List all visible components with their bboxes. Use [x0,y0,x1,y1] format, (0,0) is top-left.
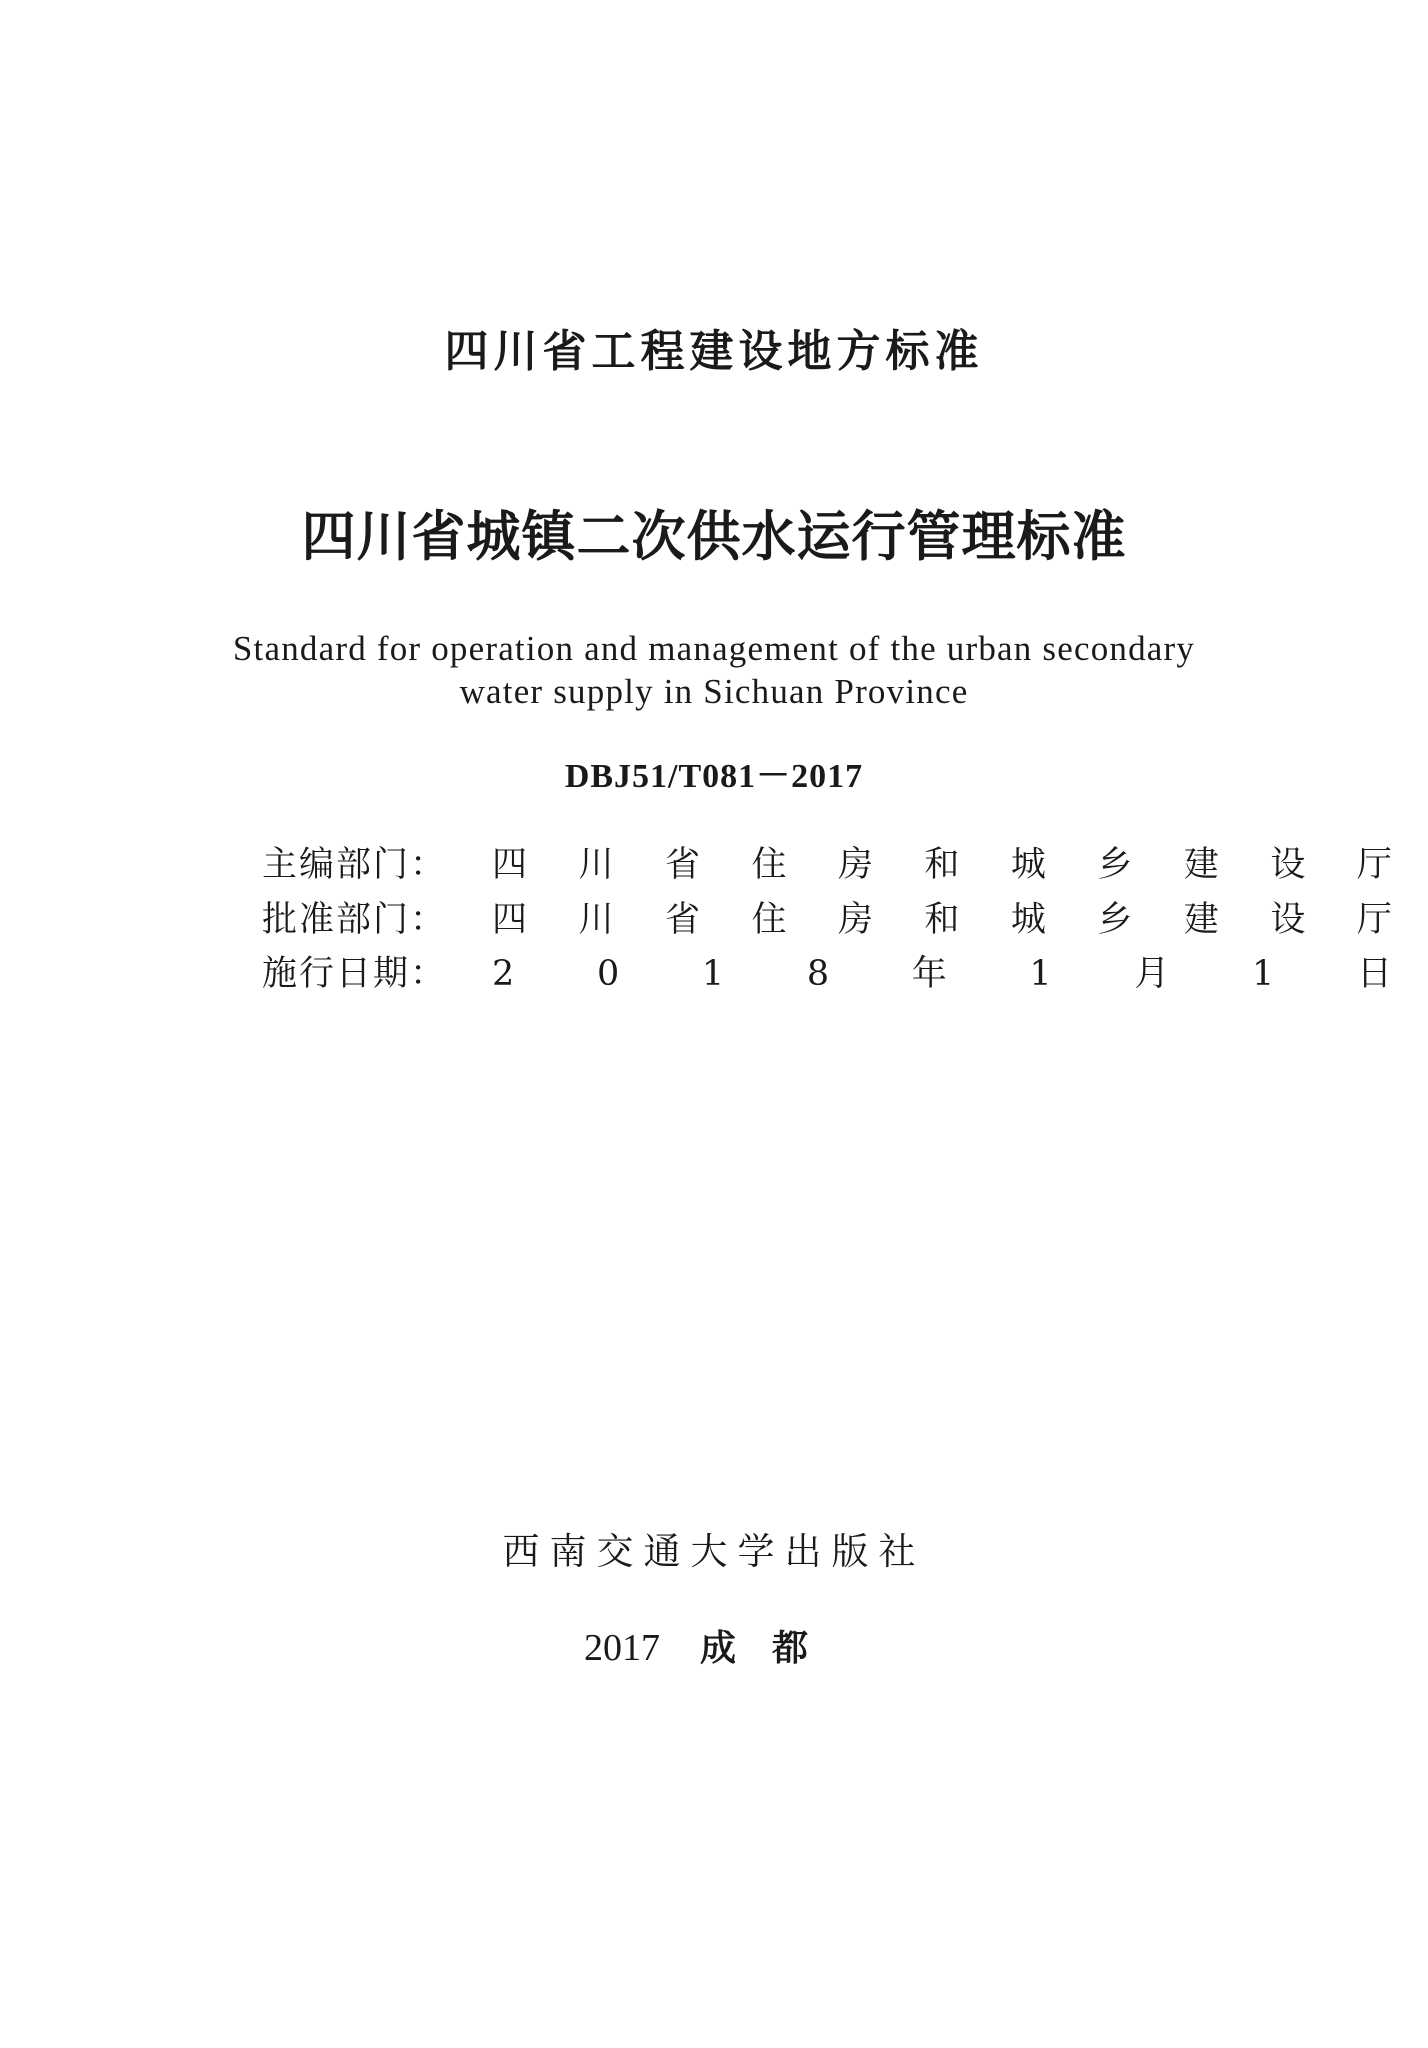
editor-row [262,838,1392,892]
date-char: 1 [1029,954,1052,994]
date-char: 1 [701,954,725,994]
effective-date-value [492,947,1392,1001]
publication-year-city [0,1622,1428,1675]
effective-date-label: 施行日期： [262,954,448,994]
approver-char: 住 [751,900,787,940]
editor-char: 城 [1010,845,1046,885]
english-title-line-2: water supply in Sichuan Province [459,672,969,711]
editor-char: 省 [664,845,700,885]
series-title: 四川省工程建设地方标准 [444,326,984,377]
editor-char: 四 [492,845,528,885]
approver-value [492,893,1392,947]
editor-char: 乡 [1097,845,1133,885]
english-title-line-1: Standard for operation and management of the urban secondary [232,629,1196,668]
approver-char: 建 [1183,900,1219,940]
standard-code: DBJ51/T081－2017 [564,758,864,795]
editor-char: 厅 [1356,845,1392,885]
approver-char: 川 [578,900,614,940]
publisher-name: 西南交通大学出版社 [502,1530,926,1573]
approver-char: 设 [1270,900,1306,940]
approver-char: 厅 [1356,900,1392,940]
approver-char: 房 [837,900,873,940]
editor-char: 川 [578,845,614,885]
main-title: 四川省城镇二次供水运行管理标准 [301,505,1127,568]
approver-char: 和 [924,900,960,940]
date-char: 0 [596,954,620,994]
editor-char: 建 [1183,845,1219,885]
publication-city: 成都 [699,1628,844,1669]
date-char: 8 [806,954,830,994]
editor-char: 设 [1270,845,1306,885]
date-char: 1 [1252,954,1275,994]
date-char: 年 [911,954,947,994]
editor-char: 和 [924,845,960,885]
approver-char: 四 [492,900,528,940]
approver-row [262,893,1392,947]
effective-date-row [262,947,1392,1001]
approver-char: 省 [664,900,700,940]
editor-char: 房 [837,845,873,885]
approver-char: 城 [1010,900,1046,940]
approver-char: 乡 [1097,900,1133,940]
date-char: 日 [1356,954,1392,994]
publication-year: 2017 [583,1627,660,1669]
date-char: 2 [492,954,515,994]
date-char: 月 [1134,954,1170,994]
approver-label: 批准部门： [262,900,448,940]
editor-label: 主编部门： [262,845,448,885]
editor-value [492,838,1392,892]
editor-char: 住 [751,845,787,885]
